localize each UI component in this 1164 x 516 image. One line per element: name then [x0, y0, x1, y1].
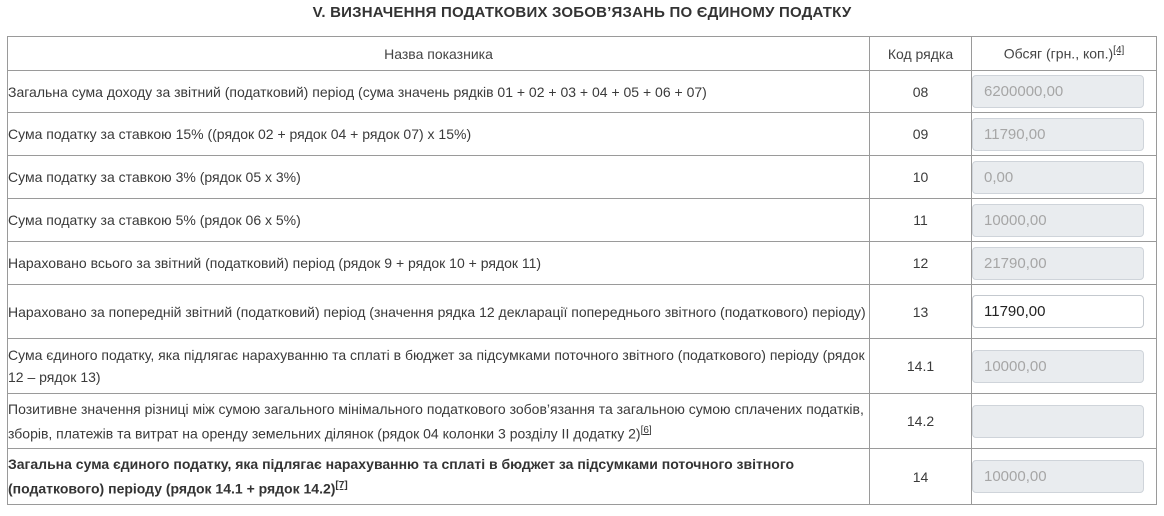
row-name: Сума податку за ставкою 15% ((рядок 02 + рядок 04 + рядок 07) x 15%)	[8, 126, 472, 142]
table-row	[8, 285, 1157, 339]
row-name: Сума податку за ставкою 3% (рядок 05 x 3%)	[8, 169, 301, 185]
row-amount-cell	[972, 156, 1157, 199]
amount-field	[972, 405, 1144, 438]
table-row	[8, 156, 1157, 199]
footnote-link[interactable]: [6]	[640, 424, 652, 436]
row-code: 14.2	[870, 394, 972, 449]
row-name-cell	[8, 449, 870, 505]
table-row	[8, 71, 1157, 113]
table-row	[8, 242, 1157, 285]
column-header-amount-label: Обсяг (грн., коп.)	[1003, 45, 1114, 62]
row-amount-cell	[972, 339, 1157, 394]
row-code: 13	[870, 285, 972, 339]
row-name: Позитивне значення різниці між сумою загального мінімального податкового зобов’язання та загальною сумою сплачених податків, зборів, платежів та витрат на оренду земельних ділянок (рядок 04 колонки 3 розділу II додатку 2)	[8, 400, 864, 442]
row-amount-cell	[972, 242, 1157, 285]
column-header-name: Назва показника	[8, 37, 870, 71]
footnote-link[interactable]: [4]	[1113, 45, 1125, 57]
row-name-cell	[8, 199, 870, 242]
table-row	[8, 199, 1157, 242]
amount-field: 10000,00	[972, 350, 1144, 383]
row-amount-cell	[972, 71, 1157, 113]
footnote-link[interactable]: [7]	[335, 480, 348, 492]
row-name: Сума податку за ставкою 5% (рядок 06 x 5%)	[8, 212, 301, 228]
section-title: V. ВИЗНАЧЕННЯ ПОДАТКОВИХ ЗОБОВ’ЯЗАНЬ ПО ЄДИНОМУ ПОДАТКУ	[312, 4, 852, 21]
amount-field: 10000,00	[972, 460, 1144, 493]
table-row	[8, 394, 1157, 449]
amount-field: 10000,00	[972, 204, 1144, 237]
row-name: Сума єдиного податку, яка підлягає нарахуванню та сплаті в бюджет за підсумками поточного звітного (податкового) періоду (рядок 12 – рядок 13)	[8, 347, 865, 385]
row-amount-cell	[972, 199, 1157, 242]
row-code: 11	[870, 199, 972, 242]
row-name-cell	[8, 242, 870, 285]
row-code: 14	[870, 449, 972, 505]
row-name: Загальна сума доходу за звітний (податковий) період (сума значень рядків 01 + 02 + 03 + 04 + 05 + 06 + 07)	[8, 83, 707, 100]
row-amount-cell	[972, 449, 1157, 505]
row-amount-cell	[972, 285, 1157, 339]
row-amount-cell	[972, 394, 1157, 449]
amount-field: 0,00	[972, 161, 1144, 194]
row-name: Нараховано всього за звітний (податковий) період (рядок 9 + рядок 10 + рядок 11)	[8, 255, 542, 271]
table-row	[8, 449, 1157, 505]
column-header-amount	[972, 37, 1157, 71]
header-row	[8, 37, 1157, 71]
row-name: Нараховано за попередній звітний (податковий) період (значення рядка 12 декларації попереднього звітного (податкового) періоду)	[8, 303, 866, 320]
row-name-cell	[8, 71, 870, 113]
row-name-cell	[8, 285, 870, 339]
row-code: 12	[870, 242, 972, 285]
amount-field: 21790,00	[972, 247, 1144, 280]
row-name-cell	[8, 394, 870, 449]
row-name-cell	[8, 113, 870, 156]
amount-field: 6200000,00	[972, 75, 1144, 108]
row-code: 10	[870, 156, 972, 199]
table-row	[8, 339, 1157, 394]
tax-liabilities-table	[7, 36, 1157, 505]
amount-field: 11790,00	[972, 118, 1144, 151]
row-code: 14.1	[870, 339, 972, 394]
row-name: Загальна сума єдиного податку, яка підлягає нарахуванню та сплаті в бюджет за підсумками поточного звітного (податкового) періоду (рядок 14.1 + рядок 14.2)	[8, 456, 795, 497]
column-header-code: Код рядка	[870, 37, 972, 71]
row-code: 08	[870, 71, 972, 113]
row-amount-cell	[972, 113, 1157, 156]
row-name-cell	[8, 156, 870, 199]
amount-field[interactable]: 11790,00	[972, 295, 1144, 328]
table-row	[8, 113, 1157, 156]
row-code: 09	[870, 113, 972, 156]
row-name-cell	[8, 339, 870, 394]
